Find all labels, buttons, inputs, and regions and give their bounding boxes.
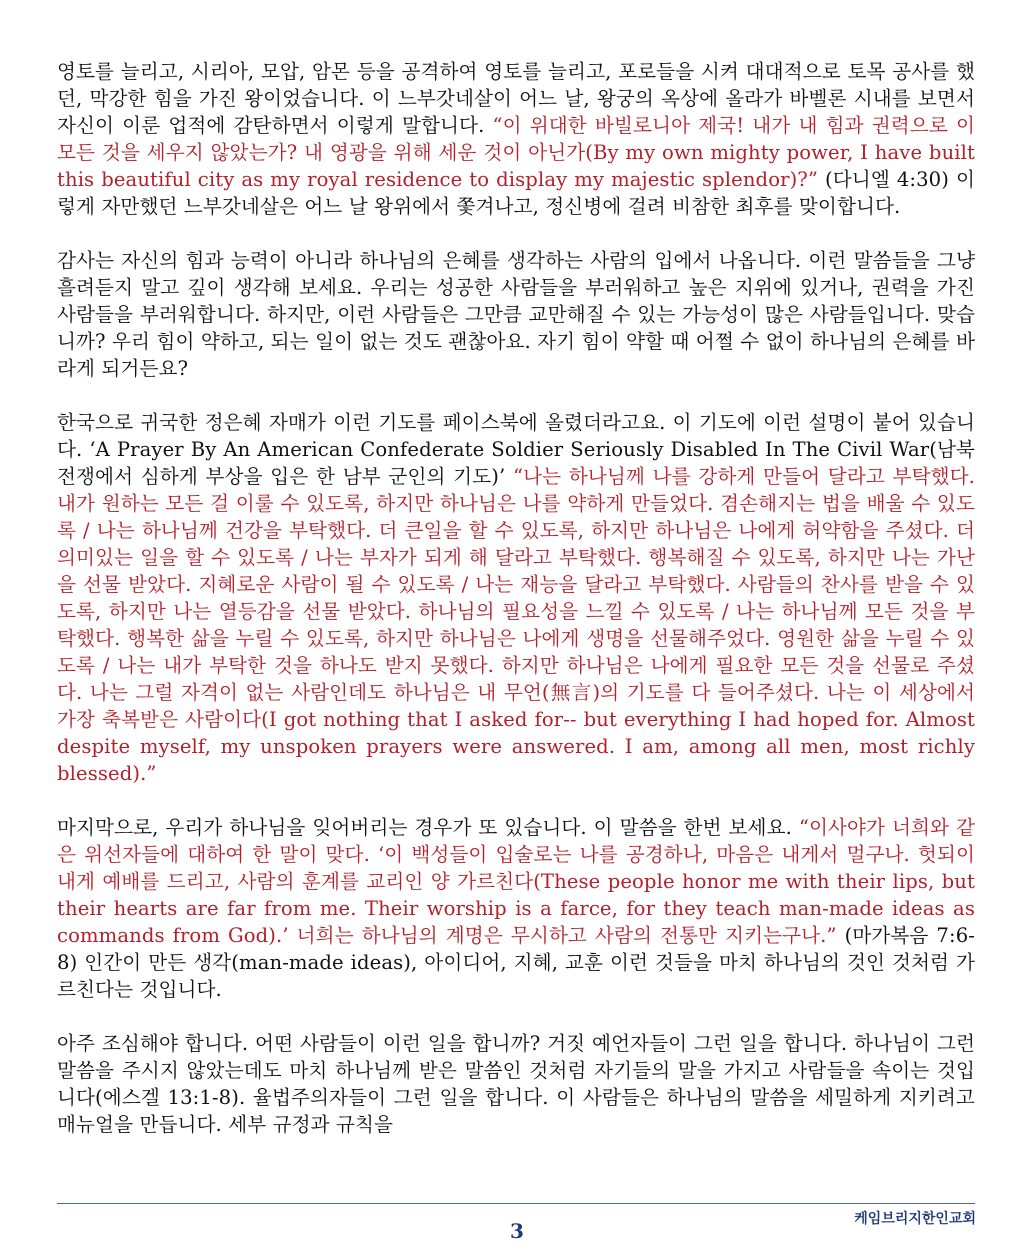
document-body <box>57 58 975 1165</box>
scripture-quote-mark: “이사야가 너희와 같은 위선자들에 대하여 한 말이 맞다. ‘이 백성들이 입술로는 나를 공경하나, 마음은 내게서 멀구나. 헛되이 내게 예배를 드리고, 사람의 훈계를 교리인 양 가르친다(These people honor me with their lips, but their hearts are far from me. Their worship is a farce, for they teach man-made ideas as commands from God).’ 너희는 하나님의 계명은 무시하고 사람의 전통만 지키는구나.” <box>57 816 975 947</box>
paragraph-text: (마가복음 7:6-8) 인간이 만든 생각(man-made ideas), 아이디어, 지혜, 교훈 이런 것들을 마치 하나님의 것인 것처럼 가르친다는 것입니다. <box>57 924 975 1001</box>
footer-divider <box>57 1203 975 1204</box>
paragraph-caution <box>57 1030 975 1138</box>
paragraph-text: 아주 조심해야 합니다. 어떤 사람들이 이런 일을 합니까? 거짓 예언자들이 그런 일을 합니다. 하나님이 그런 말씀을 주시지 않았는데도 마치 하나님께 받은 말씀인 것처럼 자기들의 말을 가지고 사람들을 속이는 것입니다(에스겔 13:1-8). 율법주의자들이 그런 일을 합니다. 이 사람들은 하나님의 말씀을 세밀하게 지키려고 매뉴얼을 만듭니다. 세부 규정과 규칙을 <box>57 1032 975 1136</box>
paragraph-gratitude <box>57 247 975 382</box>
prayer-quote: “나는 하나님께 나를 강하게 만들어 달라고 부탁했다. 내가 원하는 모든 걸 이룰 수 있도록, 하지만 하나님은 나를 약하게 만들었다. 겸손해지는 법을 배울 수 있도록 / 나는 하나님께 건강을 부탁했다. 더 큰일을 할 수 있도록, 하지만 하나님은 나에게 허약함을 주셨다. 더 의미있는 일을 할 수 있도록 / 나는 부자가 되게 해 달라고 부탁했다. 행복해질 수 있도록, 하지만 나는 가난을 선물 받았다. 지혜로운 사람이 될 수 있도록 / 나는 재능을 달라고 부탁했다. 사람들의 찬사를 받을 수 있도록, 하지만 나는 열등감을 선물 받았다. 하나님의 필요성을 느낄 수 있도록 / 나는 하나님께 모든 것을 부탁했다. 행복한 삶을 누릴 수 있도록, 하지만 하나님은 나에게 생명을 선물해주었다. 영원한 삶을 누릴 수 있도록 / 나는 내가 부탁한 것을 하나도 받지 못했다. 하지만 하나님은 나에게 필요한 모든 것을 선물로 주셨다. 나는 그럴 자격이 없는 사람인데도 하나님은 내 무언(無言)의 기도를 다 들어주셨다. 나는 이 세상에서 가장 축복받은 사람이다(I got nothing that I asked for-- but everything I had hoped for. Almost despite myself, my unspoken prayers were answered. I am, among all men, most richly blessed).” <box>57 465 975 785</box>
paragraph-forgetting-god <box>57 814 975 1003</box>
page-number: 3 <box>510 1219 524 1243</box>
church-name: 케임브리지한인교회 <box>854 1211 976 1227</box>
paragraph-text: 영토를 늘리고, 시리아, 모압, 암몬 등을 공격하여 영토를 늘리고, 포로들을 시켜 대대적으로 토목 공사를 했던, 막강한 힘을 가진 왕이었습니다. 이 느부갓네살이 어느 날, 왕궁의 옥상에 올라가 바벨론 시내를 보면서 자신이 이룬 업적에 감탄하면서 이렇게 말합니다. <box>57 60 975 137</box>
paragraph-text: 마지막으로, 우리가 하나님을 잊어버리는 경우가 또 있습니다. 이 말씀을 한번 보세요. <box>57 816 799 839</box>
paragraph-soldier-prayer <box>57 409 975 787</box>
paragraph-text: 한국으로 귀국한 정은혜 자매가 이런 기도를 페이스북에 올렸더라고요. 이 기도에 이런 설명이 붙어 있습니다. ‘A Prayer By An American Confederate Soldier Seriously Disabled In The Civil War(남북 전쟁에서 심하게 부상을 입은 한 남부 군인의 기도)’ <box>57 411 975 488</box>
paragraph-nebuchadnezzar <box>57 58 975 220</box>
paragraph-text: 감사는 자신의 힘과 능력이 아니라 하나님의 은혜를 생각하는 사람의 입에서 나옵니다. 이런 말씀들을 그냥 흘려듣지 말고 깊이 생각해 보세요. 우리는 성공한 사람들을 부러워하고 높은 지위에 있거나, 권력을 가진 사람들을 부러워합니다. 하지만, 이런 사람들은 그만큼 교만해질 수 있는 가능성이 많은 사람들입니다. 맞습니까? 우리 힘이 약하고, 되는 일이 없는 것도 괜찮아요. 자기 힘이 약할 때 어쩔 수 없이 하나님의 은혜를 바라게 되거든요? <box>57 249 975 380</box>
scripture-quote-daniel: “이 위대한 바빌로니아 제국! 내가 내 힘과 권력으로 이 모든 것을 세우지 않았는가? 내 영광을 위해 세운 것이 아닌가(By my own mighty power, I have built this beautiful city as my royal residence to display my majestic splendor)?” <box>57 114 975 191</box>
paragraph-text: (다니엘 4:30) 이렇게 자만했던 느부갓네살은 어느 날 왕위에서 쫓겨나고, 정신병에 걸려 비참한 최후를 맞이합니다. <box>57 168 975 218</box>
